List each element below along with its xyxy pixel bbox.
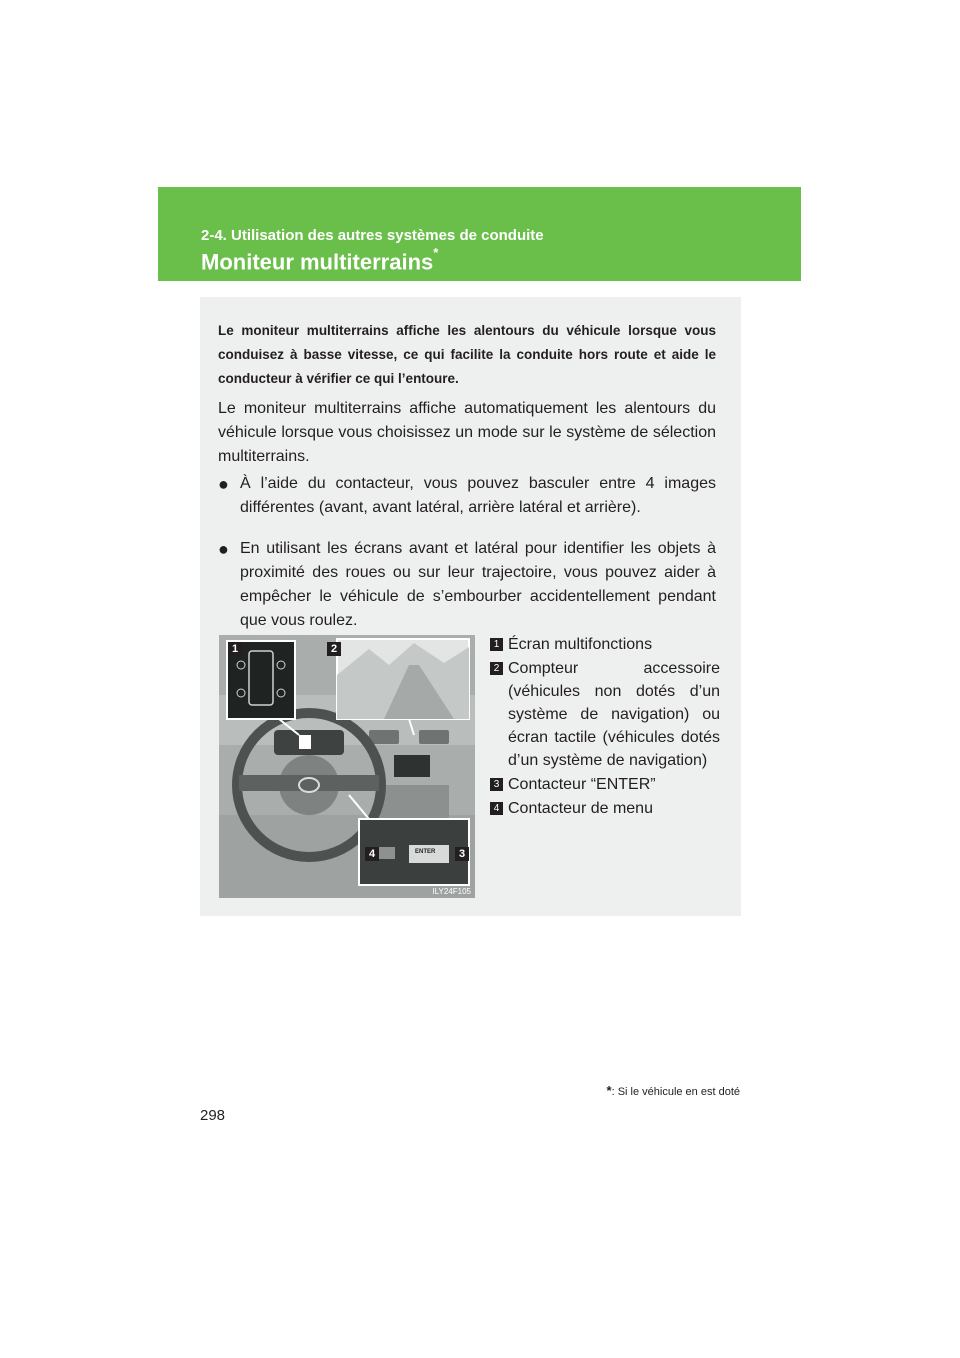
- callout-1: 1: [228, 642, 242, 656]
- callout-4: 4: [365, 847, 379, 861]
- legend-num: 1: [490, 638, 503, 651]
- legend-label: Contacteur de menu: [508, 800, 653, 817]
- bullet-text: À l’aide du contacteur, vous pouvez basculer entre 4 images différentes (avant, avant latéral, arrière latéral et arrière).: [240, 475, 716, 516]
- legend-item: [490, 657, 720, 772]
- content-panel: [200, 297, 741, 916]
- section-title: 2-4. Utilisation des autres systèmes de conduite: [201, 227, 544, 244]
- legend-item: [490, 773, 720, 796]
- body-paragraph: Le moniteur multiterrains affiche automatiquement les alentours du véhicule lorsque vous choisissez un mode sur le système de sélection multiterrains.: [218, 400, 716, 465]
- footnote-text: : Si le véhicule en est doté: [611, 1086, 740, 1098]
- title-footnote-mark: *: [433, 245, 439, 260]
- figure-code: ILY24F105: [432, 887, 471, 896]
- page-title-text: Moniteur multiterrains: [201, 249, 434, 275]
- bullet-item: [218, 537, 716, 633]
- legend-label: Contacteur “ENTER”: [508, 776, 656, 793]
- callout-3: 3: [455, 847, 469, 861]
- bullet-dot-icon: ●: [218, 474, 229, 494]
- legend-label: Compteur accessoire (véhicules non dotés d’un système de navigation) ou écran tactile (véhicules dotés d’un système de navigation): [508, 660, 720, 769]
- legend-label: Écran multifonctions: [508, 636, 653, 653]
- enter-switch-label: ENTER: [415, 849, 436, 855]
- intro-paragraph: Le moniteur multiterrains affiche les alentours du véhicule lorsque vous conduisez à basse vitesse, ce qui facilite la conduite hors route et aide le conducteur à vérifier ce qui l’entoure.: [218, 323, 716, 386]
- legend-num: 4: [490, 802, 503, 815]
- legend-num: 3: [490, 778, 503, 791]
- callout-2: 2: [327, 642, 341, 656]
- footnote-mark: *: [606, 1083, 612, 1098]
- footnote: [580, 1083, 740, 1098]
- dashboard-illustration: [219, 635, 475, 898]
- section-header: [158, 187, 801, 281]
- bullet-dot-icon: ●: [218, 539, 229, 559]
- page-title: [201, 245, 439, 275]
- dashboard-drawing: [219, 635, 475, 898]
- page-number: 298: [200, 1107, 226, 1124]
- legend-item: [490, 633, 720, 656]
- bullet-text: En utilisant les écrans avant et latéral pour identifier les objets à proximité des roues ou sur leur trajectoire, vous pouvez aider à empêcher le véhicule de s’embourber accidentellement pendant que vous roulez.: [240, 540, 716, 629]
- bullet-item: [218, 472, 716, 520]
- legend-item: [490, 797, 720, 820]
- legend-num: 2: [490, 662, 503, 675]
